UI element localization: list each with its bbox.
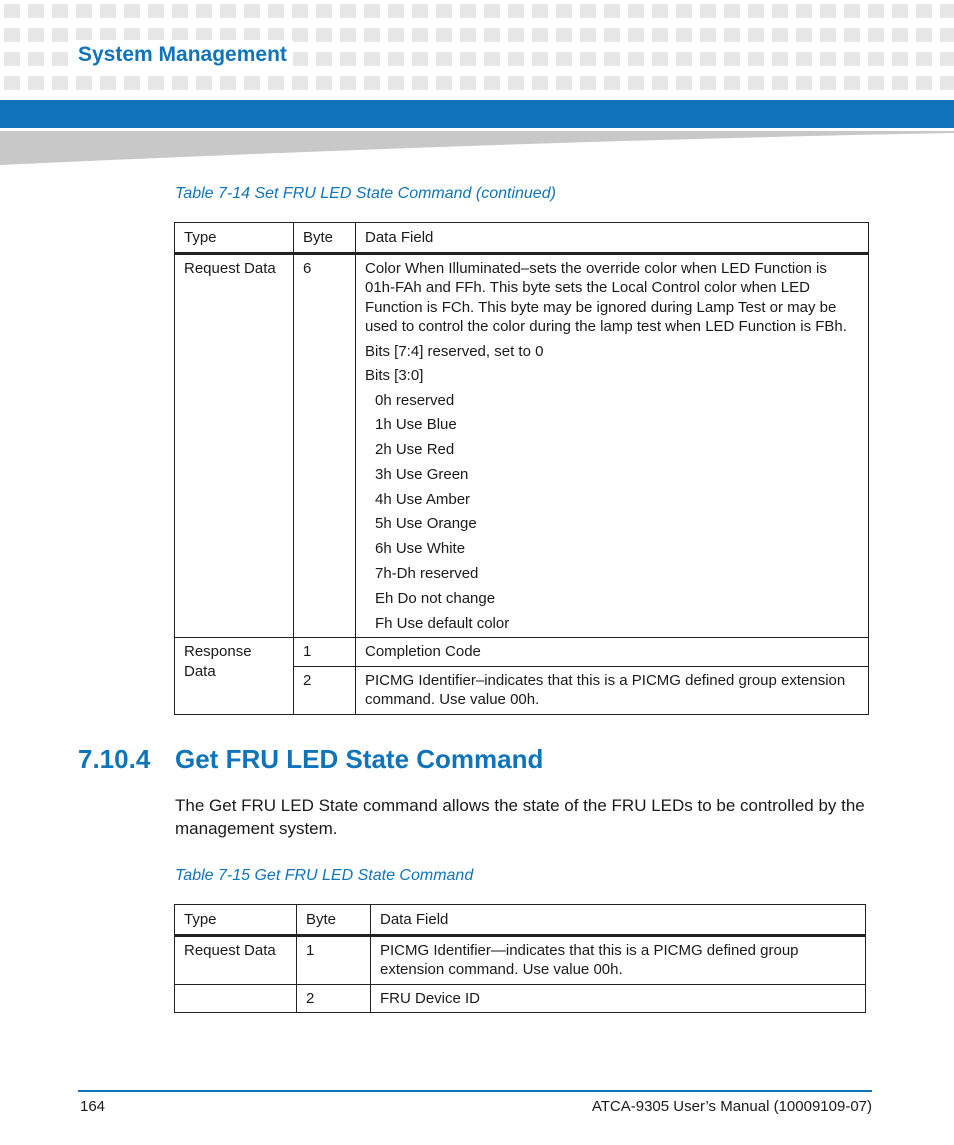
value-item: 3h Use Green xyxy=(375,465,469,483)
table-header-row xyxy=(175,223,869,254)
cell-byte: 1 xyxy=(294,638,356,667)
value-item: 6h Use White xyxy=(375,540,466,558)
description-text: Bits [7:4] reserved, set to 0 xyxy=(365,342,544,360)
value-item: Fh Use default color xyxy=(375,614,510,632)
value-item: 4h Use Amber xyxy=(375,490,471,508)
column-header: Data Field xyxy=(371,905,866,936)
table1 xyxy=(174,222,869,715)
description-text: Bits [3:0] xyxy=(365,367,424,384)
cell-byte: 1 xyxy=(297,935,371,984)
cell-data-field xyxy=(356,253,869,638)
column-header: Type xyxy=(175,223,294,254)
manual-title: ATCA-9305 User’s Manual (10009109-07) xyxy=(591,1098,872,1115)
column-header: Byte xyxy=(294,223,356,254)
description-text: Color When Illuminated–sets the override color when LED Function is 01h-FAh and FFh. This byte sets the Local Control color when LED Function is FCh. This byte may be ignored during Lamp Test or may be used to control the color during the lamp test when LED Function is FBh. xyxy=(365,259,847,335)
table-row xyxy=(175,984,866,1013)
table2 xyxy=(174,904,866,1013)
header-grey-swoosh xyxy=(0,131,954,165)
table-row xyxy=(175,935,866,984)
table-row xyxy=(175,638,869,667)
value-item: 5h Use Orange xyxy=(375,515,477,533)
page-number: 164 xyxy=(80,1098,106,1115)
cell-data-field: PICMG Identifier—indicates that this is a PICMG defined group extension command. Use value 00h. xyxy=(371,935,866,984)
value-item: 2h Use Red xyxy=(375,441,455,459)
body-paragraph: The Get FRU LED State command allows the state of the FRU LEDs to be controlled by the management system. xyxy=(175,796,865,838)
section-title: Get FRU LED State Command xyxy=(175,744,544,774)
cell-byte: 6 xyxy=(294,253,356,638)
cell-type: Request Data xyxy=(175,935,297,984)
footer-rule xyxy=(78,1090,872,1092)
value-item: 0h reserved xyxy=(375,391,455,409)
column-header: Data Field xyxy=(356,223,869,254)
section-number: 7.10.4 xyxy=(78,744,151,774)
cell-data-field: Completion Code xyxy=(356,638,869,667)
value-item: Eh Do not change xyxy=(375,589,496,607)
header-blue-band xyxy=(0,100,954,128)
table1-caption: Table 7-14 Set FRU LED State Command (continued) xyxy=(175,185,556,202)
cell-data-field: FRU Device ID xyxy=(371,984,866,1013)
table2-caption: Table 7-15 Get FRU LED State Command xyxy=(175,867,474,884)
table-header-row xyxy=(175,905,866,936)
cell-type: Response Data xyxy=(175,638,294,715)
running-header-title: System Management xyxy=(72,40,293,70)
cell-data-field: PICMG Identifier–indicates that this is a PICMG defined group extension command. Use value 00h. xyxy=(356,666,869,714)
cell-type xyxy=(175,984,297,1013)
column-header: Type xyxy=(175,905,297,936)
value-item: 1h Use Blue xyxy=(375,416,457,434)
value-item: 7h-Dh reserved xyxy=(375,565,479,583)
cell-type: Request Data xyxy=(175,253,294,638)
cell-byte: 2 xyxy=(294,666,356,714)
table-row xyxy=(175,253,869,638)
column-header: Byte xyxy=(297,905,371,936)
cell-byte: 2 xyxy=(297,984,371,1013)
